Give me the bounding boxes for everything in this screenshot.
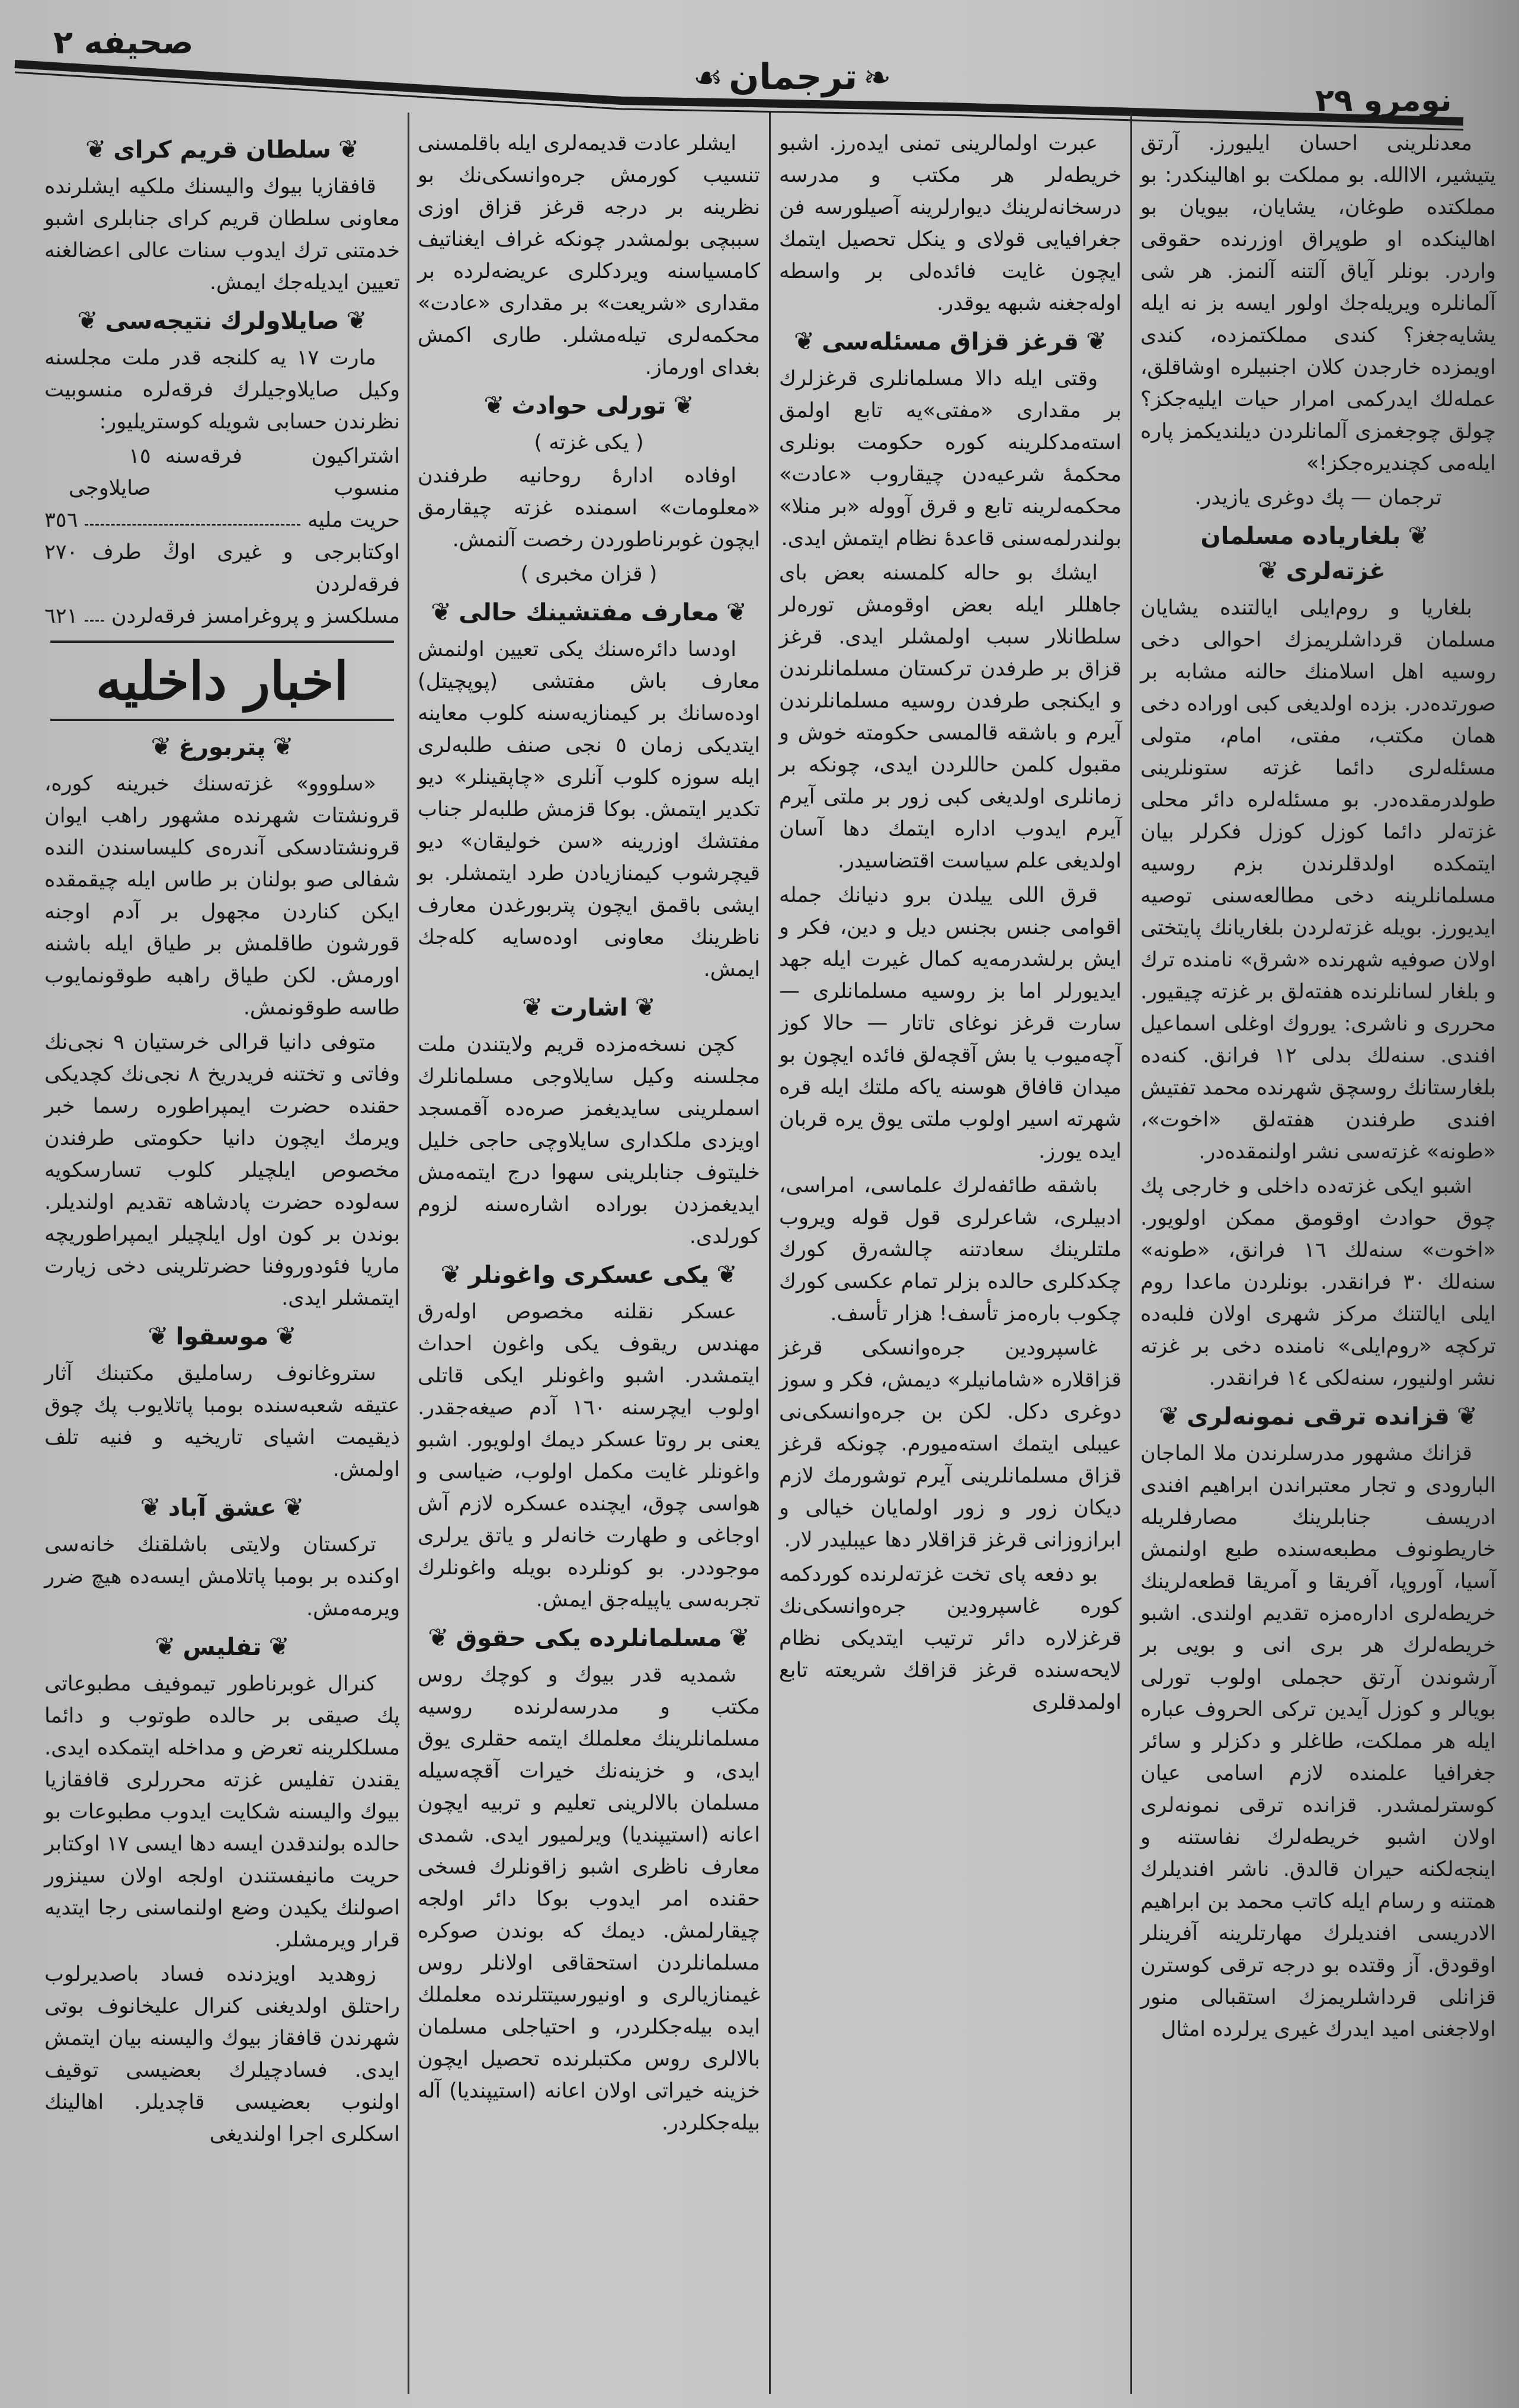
- ornament-icon: ❦: [634, 992, 656, 1022]
- ornament-icon: ❦: [729, 1623, 750, 1652]
- ornament-icon: ❦: [155, 1632, 176, 1661]
- ornament-icon: ❦: [77, 306, 98, 335]
- ornament-icon: ❦: [1085, 326, 1107, 356]
- article-heading-text: قرغز قزاق مسئله‌سى: [822, 328, 1079, 356]
- article-paragraph: قزانك مشهور مدرسلرندن ملا الماجان البارودى و تجار معتبراندن ابراهيم افندى ادريسف جنابلرينك مصارفلريله خاريطونوف مطبعه‌سنده طبع اولنمش آسيا، آوروپا، آفريقا و آمريقا قطعه‌لرينك خريطه‌لرى اداره‌مزه تقديم اولندى. اشبو خريطه‌لرك هر برى انى و بويى بر آرشوندن آرتق حجملى اولوب تورلى بويالر و كوزل آيدين تركى الحروف عباره ايله هر مملكت، طاغلر و دكزلر و سائر جغرافيا علمنده لازم اسامى عيان كوسترلمشدر. قزانده ترقى نمونه‌لرى اولان اشبو خريطه‌لرك نفاستنه و اينجه‌لكنه حيران قالدق. ناشر افنديلرك همتنه و رسام ايله كاتب محمد بن ابراهيم الادريسى افنديلرك مهارتلرينه آفرينلر اوقودق. آز وقتده بو درجه ترقى كوسترن قزانلى قرداشلريمزك استقبالى منور اولاجغنى اميد ايدرك غيرى يرلرده امثال: [1140, 1442, 1496, 2041]
- article-paragraph: اوفاده ادارۀ روحانيه طرفندن «معلومات» اسمنده غزته چيقارمق ايچون غوبرناطوردن رخصت آلنمش.: [418, 464, 760, 552]
- party-label: حريت مليه: [307, 508, 400, 532]
- article-paragraph: متوفى دانيا قرالى خرستيان ٩ نجى‌نك وفاتى و تختنه فريدريخ ٨ نجى‌نك كچديكى حقنده حضرت ايمپراطوره رسما خبر ويرمك ايچون دانيا حكومتى طرفندن مخصوص ايلچيلر كلوب تسارسكويه سه‌لوده حضرت پادشاهه تقديم اولنديلر. بوندن بر كون اول ايلچيلر ايمپراطوريچه ماريا فئودوروفنا حضرتلرينى دخى زيارت ايتمشلر ايدى.: [44, 1030, 400, 1310]
- article-heading: [418, 388, 760, 423]
- article-paragraph: قرق اللى ييلدن برو دنيانك جمله اقوامى جنس بجنس ديل و دين، فكر و ايش برلشدرمه‌يه كمال غيرت ايله جهد ايديورلر اما بز روسيه مسلمانلرى — سارت قرغز نوغاى تاتار — حالا كوز آچه‌ميوب يا بش آقچه‌لق فائده ايچون بو ميدان قافاق هوسنه ياكه ملتك ايله قره شهرته اسير اولوب ملتى يوق يره قربان ايده يورز.: [779, 883, 1121, 1163]
- article-heading-text: اشارت: [550, 994, 628, 1022]
- article-paragraph: عبرت اولمالرينى تمنى ايده‌رز. اشبو خريطه‌لر هر مكتب و مدرسه درسخانه‌لرينك ديوارلرينه آصيلورسه فن جغرافيايى قولاى و ينكل تحصيل ايتمك ايچون غايت فائده‌لى بر واسطه اوله‌جغنه شبهه يوقدر.: [779, 132, 1121, 315]
- party-label: مسلكسز و پروغرامسز فرقه‌لردن: [111, 604, 400, 628]
- article-heading: [44, 303, 400, 338]
- article-paragraph: اودسا دائره‌سنك يكى تعيين اولنمش معارف باش مفتشى (پوپچيتل) اوده‌سانك بر كيمنازيه‌سنه كلوب معاينه ايتديكى زمان ٥ نجى صنف طلبه‌لرى ايله سوزه كلوب آنلرى «چاپقينلر» ديو تكدير ايتمش. بوكا قزمش طلبه‌لر جناب مفتشك اوزرينه «سن خوليقان» ديو قيچرشوب كيمنازيادن طرد ايتمشلر. بو ايشى باقمق ايچون پتربورغدن معارف ناظرينك معاونى اوده‌سايه كله‌جك ايمش.: [418, 638, 760, 981]
- ornament-icon: ❦: [1258, 556, 1279, 585]
- article-paragraph: «سلووو» غزته‌سنك خبرينه كوره، قرونشتات شهرنده مشهور راهب ايوان قرونشتادسكى آندره‌ى كليساسندن النده شفالى صو بولنان بر طاس ايله چيقمقده ايكن كناردن مجهول بر آدم اوجنه قورشون طاقلمش بر طياق ايله باشنه اورمش. لكن طياق راهبه طوقونمايوب طاسه طوقونمش.: [44, 772, 400, 1020]
- column-divider: [408, 113, 409, 2394]
- column-2: [779, 127, 1121, 1721]
- ornament-icon: ❦: [273, 732, 294, 761]
- article-paragraph: ايشلر عادت قديمه‌لرى ايله باقلمسنى تنسيب كورمش جره‌وانسكى‌نك بو نظرينه بر درجه قرغز قزاق اوزى سببچى بولمشدر چونكه غراف ايغناتيف كامسياسنه ويردكلرى عريضه‌لرده بر مقدارى «شريعت» بر مقدارى «عادت» محكمه‌لرى تيله‌مشلر. طارى اكمش بغداى اورماز.: [418, 132, 760, 379]
- column-1: [1140, 127, 1496, 2048]
- ornament-icon: ☙: [693, 59, 723, 97]
- article-paragraph: مارت ١٧ يه كلنجه قدر ملت مجلسنه وكيل صايلاوجيلرك فرقه‌لره منسوبيت نظرندن حسابى شويله كوستريليور:: [44, 346, 400, 434]
- column-3: [418, 127, 760, 2141]
- ornament-icon: ❦: [673, 390, 694, 420]
- party-count: ٦٢١: [44, 604, 78, 628]
- article-paragraph: كنرال غوبرناطور تيموفيف مطبوعاتى پك صيقى بر حالده طوتوب و دائما مسلكلرينه تعرض و مداخله ايتمكده ايدى. يقندن تفليس غزته محررلرى قافقازيا بيوك واليسنه شكايت ايدوب مطبوعات بو حالده بولندقدن ايسه دها ايسى ١٧ اوكتابر حريت مانيفستندن اولجه اولان سينزور اصولنك يكيدن وضع اولنماسنى رجا ايتديه قرار ويرمشلر.: [44, 1672, 400, 1952]
- party-count: ٢٧٠: [44, 540, 78, 564]
- party-count: ١٥ صايلاوجى: [68, 444, 151, 500]
- article-heading-text: يكى عسكرى واغونلر: [468, 1261, 710, 1289]
- article-paragraph: تركستان ولايتى باشلقنك خانه‌سى اوكنده بر بومبا پاتلامش ايسه‌ده هيچ ضرر ويرمه‌مش.: [44, 1533, 400, 1621]
- ornament-icon: ❦: [338, 135, 360, 164]
- article-heading: [418, 595, 760, 630]
- article-heading-text: قزانده ترقى نمونه‌لرى: [1187, 1403, 1450, 1430]
- ornament-icon: ❦: [483, 390, 505, 420]
- column-divider: [1130, 113, 1132, 2394]
- article-paragraph: كچن نسخه‌مزده قريم ولايتندن ملت مجلسنه وكيل سايلاوجى مسلمانلرك اسملرينى سايديغمز صره‌ده آقمسجد اويزدى ملكدارى سايلاوچى حاجى خليل خليتوف جنابلرينى سهوا درج ايتمه‌مش ايديغمزدن بوراده اشاره‌سنه لزوم كورلدى.: [418, 1033, 760, 1248]
- ornament-icon: ❦: [150, 732, 172, 761]
- article-paragraph: بو دفعه پاى تخت غزته‌لرنده كوردكمه كوره غاسپرودين جره‌وانسكى‌نك قرغزلاره دائر ترتيب ايتديكى نظام لايحه‌سنده قرغز قزاقك شريعته تابع اولمدقلرى: [779, 1562, 1121, 1714]
- ornament-icon: ❦: [346, 306, 367, 335]
- ornament-icon: ❦: [140, 1493, 161, 1522]
- article-heading-text: موسقوا: [175, 1323, 269, 1350]
- newspaper-title: ترجمان: [729, 56, 858, 98]
- article-heading-text: مسلمانلرده يكى حقوق: [456, 1625, 722, 1652]
- ornament-icon: ❦: [1158, 1401, 1180, 1430]
- article-heading: [44, 132, 400, 167]
- issue-number-label: نومرو ٢٩: [1315, 83, 1452, 119]
- article-heading-text: تفليس: [182, 1634, 262, 1661]
- article-heading: [44, 1490, 400, 1525]
- ornament-icon: ❦: [793, 326, 815, 356]
- article-paragraph: ايشك بو حاله كلمسنه بعض باى جاهللر ايله بعض اوقومش توره‌لر سلطانلار سبب اولمشلر ايدى. قرغز قزاق بر طرفدن تركستان مسلمانلرندن و ايكنجى طرفدن روسيه مسلمانلرندن آيرم و باشقه قالمسى حكومته خوش و مقبول كلمن حاللردن ايدى، چونكه بر زمانلرى اولديغى كبى زور بر ملتى آيرم آيرم ايدوب اداره ايتمك دها آسان اولديغى علم سياست اقتضاسيدر.: [779, 561, 1121, 873]
- article-paragraph: عسكر نقلنه مخصوص اوله‌رق مهندس ريقوف يكى واغون احداث ايتمشدر. اشبو واغونلر ايكى قاتلى اولوب ايچرسنه ١٦٠ آدم صيغه‌جقدر. يعنى بر روتا عسكر ديمك اولويور. اشبو واغونلر غايت مكمل اولوب، ضياسى و هواسى چوق، ايچنده عسكره لازم آش اوجاغى و طهارت خانه‌لر و ياتق يرلرى موجوددر. بو كونلرده بويله واغونلرك تجربه‌سى ياپيله‌جق ايمش.: [418, 1300, 760, 1612]
- article-heading-text: تورلى حوادث: [511, 392, 666, 420]
- article-heading-text: بلغاريا‌ده مسلمان غزته‌لرى: [1200, 523, 1401, 585]
- article-heading: [1140, 1399, 1496, 1434]
- article-heading: [418, 1257, 760, 1292]
- article-paragraph: ستروغانوف رسامليق مكتبنك آثار عتيقه شعبه‌سنده بومبا پاتلايوب پك چوق ذيقيمت اشياى تاريخيه و فنيه تلف اولمش.: [44, 1362, 400, 1481]
- party-label: اوكتابرجى و غيرى اوڭ طرف فرقه‌لردن: [92, 540, 400, 596]
- dash-leader: [85, 600, 104, 622]
- ornament-icon: ❦: [440, 1260, 462, 1289]
- article-paragraph: زوهديد اويزدنده فساد باصديرلوب راحتلق اولديغنى كنرال عليخانوف بوتى شهرندن قافقاز بيوك واليسنه بيان ايتمش ايدى. فسادچيلرك بعضيسى توقيف اولنوب بعضيسى قاچديلر. اهالينك اسكلرى اجرا اولنديغى: [44, 1962, 400, 2146]
- election-result-row: [44, 440, 400, 504]
- article-heading: [44, 1629, 400, 1664]
- article-heading: [44, 729, 400, 764]
- article-paragraph: معدنلرينى احسان ايليورز. آرتق يتيشير، الاالله. بو مملكت بو اهالينكدر: بو مملكتده طوغان، يشايان، بيويان بو اهالينكده او طوپراق اوزرنده حقوقى واردر. بونلر آياق آلتنه آلنمز. هر شى آلمانلره ويريله‌جك اولور ايسه بز نه ايله يشايه‌جغز؟ كندى مملكتمزده، كندى اويمزده خارجدن كلان اجنبيلره اوشاقلق، عمله‌لك ايدركمى امرار حيات ايليه‌جكز؟ چولق چوجغمزى آلمانلردن ديلنديكمز پاره ايله‌مى كچنديره‌جكز!»: [1140, 132, 1496, 475]
- ornament-icon: ❦: [1408, 521, 1429, 550]
- article-paragraph: باشقه طائفه‌لرك علماسى، امراسى، ادبيلرى، شاعرلرى قول قوله ويروب ملتلرينك سعادتنه چالشه‌رق كورك چكدكلرى حالده بزلر تمام عكسى كورك چكوب باره‌مز تأسف! هزار تأسف.: [779, 1174, 1121, 1325]
- ornament-icon: ❦: [726, 597, 747, 626]
- ornament-icon: ❦: [431, 597, 452, 626]
- article-heading-text: سلطان قريم كراى: [113, 136, 331, 164]
- article-paragraph: وقتى ايله دالا مسلمانلرى قرغزلرك بر مقدارى «مفتى»يه تابع اولمق استه‌مدكلرينه كوره حكومت بونلرى محكمۀ شرعيه‌دن چيقاروب «عادت» محكمه‌لرينه تابع و قرق آووله «بر منلا» بولندرلمه‌سنى قاعدۀ نظام ايتمش ايدى.: [779, 367, 1121, 550]
- article-heading-text: عشق آباد: [168, 1494, 277, 1522]
- article-heading: [1140, 518, 1496, 588]
- page-number-label: صحيفه ٢: [53, 24, 194, 61]
- article-heading: [779, 324, 1121, 359]
- header-rule: [0, 0, 1519, 142]
- ornament-icon: ❦: [85, 135, 107, 164]
- party-label: اشتراكيون فرقه‌سنه منسوب: [165, 444, 400, 500]
- article-paragraph: بلغاريا و روم‌ايلى ايالتنده يشايان مسلمان قرداشلريمزك احوالى دخى روسيه اهل اسلامنك حالنه مشابه بر صورتده‌در. بزده اولديغى كبى اوراده دخى همان مكتب، مفتى، امام، متولى مسئله‌لرى دائما غزته ستونلرينى طولدرمقده‌در. بو مسئله‌لره دائر محلى غزته‌لر دائما كوزل كوزل فكرلر بيان ايتمكده اولدقلرندن بزم روسيه مسلمانلرينه دخى مطالعه‌سنى توصيه ايديورز. بويله غزته‌لردن بلغاريانك پايتختى اولان صوفيه شهرنده «شرق» نامنده ترك و بلغار لسانلرنده هفته‌لق بر غزته چيقيور. محررى و ناشرى: يوروك اوغلى اسماعيل افندى. سنه‌لك بدلى ١٢ فرانق. كنه‌ده بلغارستانك روسچق شهرنده محمد تفتيش افندى طرفندن هفته‌لق «اخوت»، «طونه» غزته‌سى نشر اولنمقده‌در.: [1140, 596, 1496, 1164]
- article-heading: [44, 1319, 400, 1354]
- column-divider: [769, 113, 771, 2394]
- article-heading: [418, 990, 760, 1025]
- article-subheading: ( قزان مخبرى ): [520, 562, 658, 586]
- section-banner-title: اخبار داخليه: [50, 641, 394, 721]
- ornament-icon: ❦: [283, 1493, 305, 1522]
- election-result-row: [44, 504, 400, 536]
- party-count: ٣٥٦: [44, 508, 78, 532]
- ornament-icon: ❦: [1456, 1401, 1478, 1430]
- ornament-icon: ❦: [148, 1321, 169, 1350]
- ornament-icon: ❦: [268, 1632, 290, 1661]
- article-heading-text: صايلاولرك نتيجه‌سى: [105, 308, 339, 335]
- ornament-icon: ❦: [275, 1321, 297, 1350]
- ornament-icon: ❧: [863, 59, 892, 97]
- election-result-row: [44, 536, 400, 600]
- article-subheading: ترجمان — پك دوغرى يازيدر.: [1194, 486, 1442, 510]
- article-paragraph: اشبو ايكى غزته‌ده داخلى و خارجى پك چوق حوادث اوقومق ممكن اولويور. «اخوت» سنه‌لك ١٦ فرانق، «طونه» سنه‌لك ٣٠ فرانقدر. بونلردن ماعدا روم ايلى ايالتنك مركز شهرى اولان فلبه‌ده تركچه «روم‌ايلى» نامنده دخى بر غزته نشر اولنيور، سنه‌لكى ١٤ فرانقدر.: [1140, 1174, 1496, 1390]
- ornament-icon: ❦: [716, 1260, 738, 1289]
- article-paragraph: قافقازيا بيوك واليسنك ملكيه ايشلرنده معاونى سلطان قريم كراى جنابلرى اشبو خدمتنى ترك ايدوب سنات عالى اعضالغنه تعيين ايديله‌جك ايمش.: [44, 175, 400, 294]
- ornament-icon: ❦: [428, 1623, 449, 1652]
- ornament-icon: ❦: [522, 992, 543, 1022]
- article-heading-text: معارف مفتشينك حالى: [459, 599, 719, 626]
- election-result-row: [44, 600, 400, 632]
- article-paragraph: غاسپرودين جره‌وانسكى قرغز قزاقلاره «شامانيلر» ديمش، فكر و سوز دوغرى دكل. لكن بن جره‌وانسكى‌نى عيبلى ايتمك استه‌ميورم. چونكه قرغز قزاق مسلمانلرينى آيرم توشورمك لازم ديكان زور و زور اولمايان خيالى و ابرازوزانى قرغز قزاقلار دها عيبليدر لار.: [779, 1336, 1121, 1552]
- article-heading: [418, 1621, 760, 1655]
- article-heading-text: پتربورغ: [178, 734, 266, 761]
- article-subheading: ( يكى غزته ): [534, 431, 644, 454]
- dash-leader: [85, 504, 300, 526]
- article-paragraph: شمديه قدر بيوك و كوچك روس مكتب و مدرسه‌لرنده روسيه مسلمانلرينك معلملك ايتمه حقلرى يوق ايدى، و خزينه‌نك خيرات آقچه‌سيله مسلمان بالالرينى تعليم و تربيه ايچون اعانه (استيپنديا) ويرلميور ايدى. شمدى معارف ناظرى اشبو زاقونلرك فسخى حقنده امر ايدوب بوكا دائر اولجه چيقارلمش. ديمك كه بوندن صوكره مسلمانلردن استحقاقى اولانلر روس غيمنازيالرى و اونيورسيتتلرنده معلملك ايده بيله‌جكلردر، و احتياجلى مسلمان بالالرى روس مكتبلرنده تحصيل ايچون خزينه خيراتى اولان اعانه (استيپنديا) آله بيله‌جكلردر.: [418, 1663, 760, 2135]
- column-4: [44, 127, 400, 2153]
